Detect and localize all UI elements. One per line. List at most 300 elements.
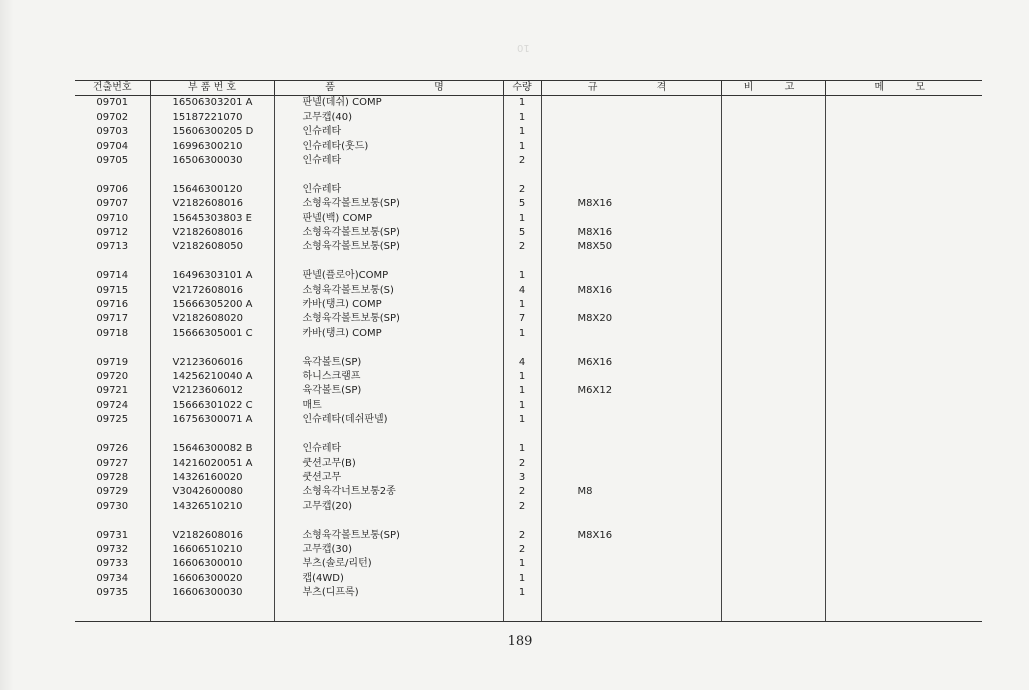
specification [541, 413, 721, 427]
note-cell [721, 457, 825, 471]
specification: M8X16 [541, 197, 721, 211]
specification [541, 168, 721, 182]
table-bottom-row [75, 601, 982, 622]
quantity: 2 [503, 183, 541, 197]
quantity: 2 [503, 154, 541, 168]
quantity: 1 [503, 557, 541, 571]
memo-cell [825, 255, 982, 269]
part-number: 16606300010 [150, 557, 274, 571]
part-name: 판넬(플로아)COMP [274, 269, 503, 283]
spacer-row [75, 428, 982, 442]
row-number: 09706 [96, 183, 129, 195]
specification [541, 399, 721, 413]
note-cell [721, 341, 825, 355]
memo-cell [825, 356, 982, 370]
empty-cell [274, 601, 503, 622]
note-cell [721, 485, 825, 499]
memo-cell [825, 557, 982, 571]
row-number: 09701 [96, 97, 129, 109]
row-number: 09733 [96, 558, 129, 570]
part-number: 16996300210 [150, 140, 274, 154]
row-number: 09725 [96, 414, 129, 426]
table-row [75, 111, 982, 125]
memo-cell [825, 197, 982, 211]
header-name: 품 명 [274, 81, 503, 96]
row-number: 09719 [96, 356, 129, 368]
part-name: 카바(탱크) COMP [274, 298, 503, 312]
part-name: 소형육각볼트보통(SP) [274, 197, 503, 211]
note-cell [721, 168, 825, 182]
table-row [75, 529, 982, 543]
specification [541, 500, 721, 514]
table-row [75, 327, 982, 341]
note-cell [721, 471, 825, 485]
specification: M8 [541, 485, 721, 499]
memo-cell [825, 529, 982, 543]
table-row [75, 399, 982, 413]
part-name: 소형육각볼트보통(SP) [274, 226, 503, 240]
row-number: 09705 [96, 155, 129, 167]
empty-cell [503, 601, 541, 622]
part-number [150, 168, 274, 182]
specification: M8X50 [541, 240, 721, 254]
table-row [75, 384, 982, 398]
table-row [75, 183, 982, 197]
table-row [75, 543, 982, 557]
table-row [75, 197, 982, 211]
part-number: 15646300082 B [150, 442, 274, 456]
note-cell [721, 125, 825, 139]
memo-cell [825, 413, 982, 427]
table-row [75, 154, 982, 168]
part-name: 부츠(디프록) [274, 586, 503, 600]
empty-cell [721, 601, 825, 622]
quantity: 1 [503, 111, 541, 125]
quantity [503, 428, 541, 442]
part-number: 15606300205 D [150, 125, 274, 139]
specification [541, 183, 721, 197]
memo-cell [825, 500, 982, 514]
specification: M6X16 [541, 356, 721, 370]
specification [541, 341, 721, 355]
note-cell [721, 255, 825, 269]
part-number: V2123606016 [150, 356, 274, 370]
specification [541, 255, 721, 269]
part-number: 16506303201 A [150, 96, 274, 111]
part-number: 15646300120 [150, 183, 274, 197]
part-name: 카바(탱크) COMP [274, 327, 503, 341]
quantity: 1 [503, 413, 541, 427]
row-number: 09717 [96, 313, 129, 325]
row-number: 09726 [96, 443, 129, 455]
note-cell [721, 413, 825, 427]
row-number [75, 255, 150, 269]
specification: M8X16 [541, 529, 721, 543]
note-cell [721, 269, 825, 283]
note-cell [721, 543, 825, 557]
part-name: 소형육각너트보통2종 [274, 485, 503, 499]
parts-table [75, 80, 982, 622]
note-cell [721, 212, 825, 226]
note-cell [721, 442, 825, 456]
note-cell [721, 298, 825, 312]
part-number: 14326160020 [150, 471, 274, 485]
memo-cell [825, 428, 982, 442]
part-name: 육각볼트(SP) [274, 384, 503, 398]
part-name: 소형육각볼트보통(SP) [274, 240, 503, 254]
specification: M6X12 [541, 384, 721, 398]
row-number: 09730 [96, 500, 129, 512]
memo-cell [825, 269, 982, 283]
quantity: 1 [503, 442, 541, 456]
specification: M8X16 [541, 226, 721, 240]
note-cell [721, 572, 825, 586]
memo-cell [825, 298, 982, 312]
part-name: 인슈레타 [274, 154, 503, 168]
part-number: V2182608050 [150, 240, 274, 254]
specification [541, 298, 721, 312]
part-number: V2182608016 [150, 529, 274, 543]
row-number [75, 428, 150, 442]
memo-cell [825, 183, 982, 197]
specification [541, 154, 721, 168]
table-row [75, 370, 982, 384]
memo-cell [825, 543, 982, 557]
row-number: 09728 [96, 471, 129, 483]
part-number: 15666305001 C [150, 327, 274, 341]
part-number: 16606300030 [150, 586, 274, 600]
quantity: 1 [503, 399, 541, 413]
quantity [503, 341, 541, 355]
empty-cell [541, 601, 721, 622]
memo-cell [825, 341, 982, 355]
specification [541, 327, 721, 341]
header-qty: 수량 [503, 81, 541, 96]
note-cell [721, 586, 825, 600]
note-cell [721, 284, 825, 298]
part-name: 매트 [274, 399, 503, 413]
part-number: V2182608016 [150, 197, 274, 211]
quantity: 2 [503, 240, 541, 254]
part-number: 16496303101 A [150, 269, 274, 283]
specification: M8X20 [541, 312, 721, 326]
part-name [274, 514, 503, 528]
part-name: 캡(4WD) [274, 572, 503, 586]
part-number: 14326510210 [150, 500, 274, 514]
quantity [503, 514, 541, 528]
memo-cell [825, 471, 982, 485]
part-name: 쿳션고무(B) [274, 457, 503, 471]
row-number: 09704 [96, 140, 129, 152]
empty-cell [825, 601, 982, 622]
part-name: 고무캡(30) [274, 543, 503, 557]
specification [541, 572, 721, 586]
note-cell [721, 111, 825, 125]
specification [541, 269, 721, 283]
memo-cell [825, 240, 982, 254]
quantity: 1 [503, 140, 541, 154]
table-row [75, 586, 982, 600]
table-row [75, 298, 982, 312]
part-number: 15666305200 A [150, 298, 274, 312]
part-name: 하니스크램프 [274, 370, 503, 384]
part-name: 소형육각볼트보통(SP) [274, 529, 503, 543]
memo-cell [825, 140, 982, 154]
part-name: 고무캡(40) [274, 111, 503, 125]
quantity: 1 [503, 572, 541, 586]
row-number: 09710 [96, 212, 129, 224]
row-number: 09735 [96, 587, 129, 599]
row-number [75, 168, 150, 182]
part-number: V2182608020 [150, 312, 274, 326]
part-number: V2172608016 [150, 284, 274, 298]
memo-cell [825, 485, 982, 499]
table-row [75, 572, 982, 586]
row-number: 09729 [96, 486, 129, 498]
quantity [503, 255, 541, 269]
spacer-row [75, 514, 982, 528]
note-cell [721, 154, 825, 168]
part-name [274, 168, 503, 182]
header-row [75, 81, 982, 96]
memo-cell [825, 384, 982, 398]
row-number: 09724 [96, 399, 129, 411]
spacer-row [75, 168, 982, 182]
row-number: 09720 [96, 371, 129, 383]
note-cell [721, 356, 825, 370]
part-name: 소형육각볼트보통(S) [274, 284, 503, 298]
part-name: 부츠(솔로/리턴) [274, 557, 503, 571]
row-number [75, 341, 150, 355]
note-cell [721, 514, 825, 528]
part-number: V2123606012 [150, 384, 274, 398]
part-number: V3042600080 [150, 485, 274, 499]
table-row [75, 140, 982, 154]
quantity: 1 [503, 269, 541, 283]
note-cell [721, 197, 825, 211]
specification [541, 212, 721, 226]
memo-cell [825, 370, 982, 384]
quantity: 5 [503, 226, 541, 240]
row-number: 09702 [96, 111, 129, 123]
quantity: 2 [503, 529, 541, 543]
part-name: 소형육각볼트보통(SP) [274, 312, 503, 326]
quantity: 7 [503, 312, 541, 326]
table-row [75, 457, 982, 471]
memo-cell [825, 586, 982, 600]
note-cell [721, 96, 825, 111]
part-name: 인슈레타(데쉬판넬) [274, 413, 503, 427]
quantity: 4 [503, 284, 541, 298]
header-part-number: 부 품 번 호 [150, 81, 274, 96]
empty-cell [150, 601, 274, 622]
row-number: 09716 [96, 299, 129, 311]
note-cell [721, 399, 825, 413]
quantity: 3 [503, 471, 541, 485]
row-number: 09734 [96, 572, 129, 584]
memo-cell [825, 327, 982, 341]
note-cell [721, 500, 825, 514]
table-row [75, 284, 982, 298]
specification [541, 557, 721, 571]
table-row [75, 125, 982, 139]
specification [541, 457, 721, 471]
specification [541, 140, 721, 154]
header-spec: 규 격 [541, 81, 721, 96]
part-name: 인슈레타 [274, 125, 503, 139]
page-number: 189 [507, 634, 533, 649]
quantity: 2 [503, 457, 541, 471]
memo-cell [825, 125, 982, 139]
memo-cell [825, 284, 982, 298]
part-name [274, 341, 503, 355]
quantity: 5 [503, 197, 541, 211]
quantity: 2 [503, 500, 541, 514]
quantity: 1 [503, 370, 541, 384]
memo-cell [825, 572, 982, 586]
specification [541, 428, 721, 442]
specification [541, 471, 721, 485]
memo-cell [825, 226, 982, 240]
part-number: 14216020051 A [150, 457, 274, 471]
part-name: 인슈레타(훗드) [274, 140, 503, 154]
memo-cell [825, 514, 982, 528]
row-number: 09721 [96, 385, 129, 397]
quantity: 1 [503, 298, 541, 312]
row-number: 09727 [96, 457, 129, 469]
quantity: 1 [503, 96, 541, 111]
table-row [75, 442, 982, 456]
part-name: 육각볼트(SP) [274, 356, 503, 370]
row-number [75, 514, 150, 528]
quantity: 2 [503, 485, 541, 499]
part-number: 16606510210 [150, 543, 274, 557]
part-name: 쿳션고무 [274, 471, 503, 485]
note-cell [721, 529, 825, 543]
part-number: 16506300030 [150, 154, 274, 168]
quantity: 1 [503, 212, 541, 226]
part-number: 16606300020 [150, 572, 274, 586]
specification [541, 514, 721, 528]
quantity: 1 [503, 327, 541, 341]
part-name: 인슈레타 [274, 442, 503, 456]
specification [541, 543, 721, 557]
row-number: 09707 [96, 198, 129, 210]
row-number: 09703 [96, 126, 129, 138]
part-number: 16756300071 A [150, 413, 274, 427]
table-row [75, 212, 982, 226]
table-row [75, 226, 982, 240]
table-row [75, 471, 982, 485]
part-number: 15666301022 C [150, 399, 274, 413]
quantity: 1 [503, 586, 541, 600]
part-name: 판넬(백) COMP [274, 212, 503, 226]
part-number [150, 428, 274, 442]
quantity: 4 [503, 356, 541, 370]
specification: M8X16 [541, 284, 721, 298]
table-row [75, 356, 982, 370]
row-number: 09718 [96, 327, 129, 339]
note-cell [721, 140, 825, 154]
note-cell [721, 226, 825, 240]
note-cell [721, 327, 825, 341]
part-number [150, 255, 274, 269]
specification [541, 442, 721, 456]
table-row [75, 240, 982, 254]
row-number: 09713 [96, 241, 129, 253]
spacer-row [75, 341, 982, 355]
part-number [150, 341, 274, 355]
note-cell [721, 183, 825, 197]
note-cell [721, 384, 825, 398]
specification [541, 370, 721, 384]
part-name [274, 255, 503, 269]
part-number: 15187221070 [150, 111, 274, 125]
note-cell [721, 428, 825, 442]
memo-cell [825, 457, 982, 471]
note-cell [721, 557, 825, 571]
note-cell [721, 312, 825, 326]
memo-cell [825, 96, 982, 111]
specification [541, 111, 721, 125]
row-number: 09732 [96, 543, 129, 555]
row-number: 09712 [96, 227, 129, 239]
memo-cell [825, 212, 982, 226]
specification [541, 586, 721, 600]
table-row [75, 413, 982, 427]
memo-cell [825, 399, 982, 413]
page-edge [0, 0, 14, 690]
quantity [503, 168, 541, 182]
table-row [75, 485, 982, 499]
memo-cell [825, 442, 982, 456]
row-number: 09731 [96, 529, 129, 541]
part-number: 15645303803 E [150, 212, 274, 226]
spacer-row [75, 255, 982, 269]
note-cell [721, 370, 825, 384]
quantity: 1 [503, 125, 541, 139]
memo-cell [825, 168, 982, 182]
memo-cell [825, 312, 982, 326]
part-name [274, 428, 503, 442]
table-row [75, 312, 982, 326]
empty-cell [75, 601, 150, 622]
specification [541, 96, 721, 111]
header-note: 비 고 [721, 81, 825, 96]
bleed-through-mark: 10 [517, 42, 530, 53]
note-cell [721, 240, 825, 254]
memo-cell [825, 154, 982, 168]
memo-cell [825, 111, 982, 125]
table-row [75, 557, 982, 571]
table-row [75, 96, 982, 111]
part-name: 고무캡(20) [274, 500, 503, 514]
header-memo: 메 모 [825, 81, 982, 96]
row-number: 09715 [96, 284, 129, 296]
specification [541, 125, 721, 139]
quantity: 2 [503, 543, 541, 557]
part-number [150, 514, 274, 528]
part-number: V2182608016 [150, 226, 274, 240]
table-row [75, 500, 982, 514]
header-no: 건출번호 [75, 81, 150, 96]
quantity: 1 [503, 384, 541, 398]
row-number: 09714 [96, 270, 129, 282]
part-number: 14256210040 A [150, 370, 274, 384]
table-row [75, 269, 982, 283]
part-name: 판넬(데쉬) COMP [274, 96, 503, 111]
part-name: 인슈레타 [274, 183, 503, 197]
